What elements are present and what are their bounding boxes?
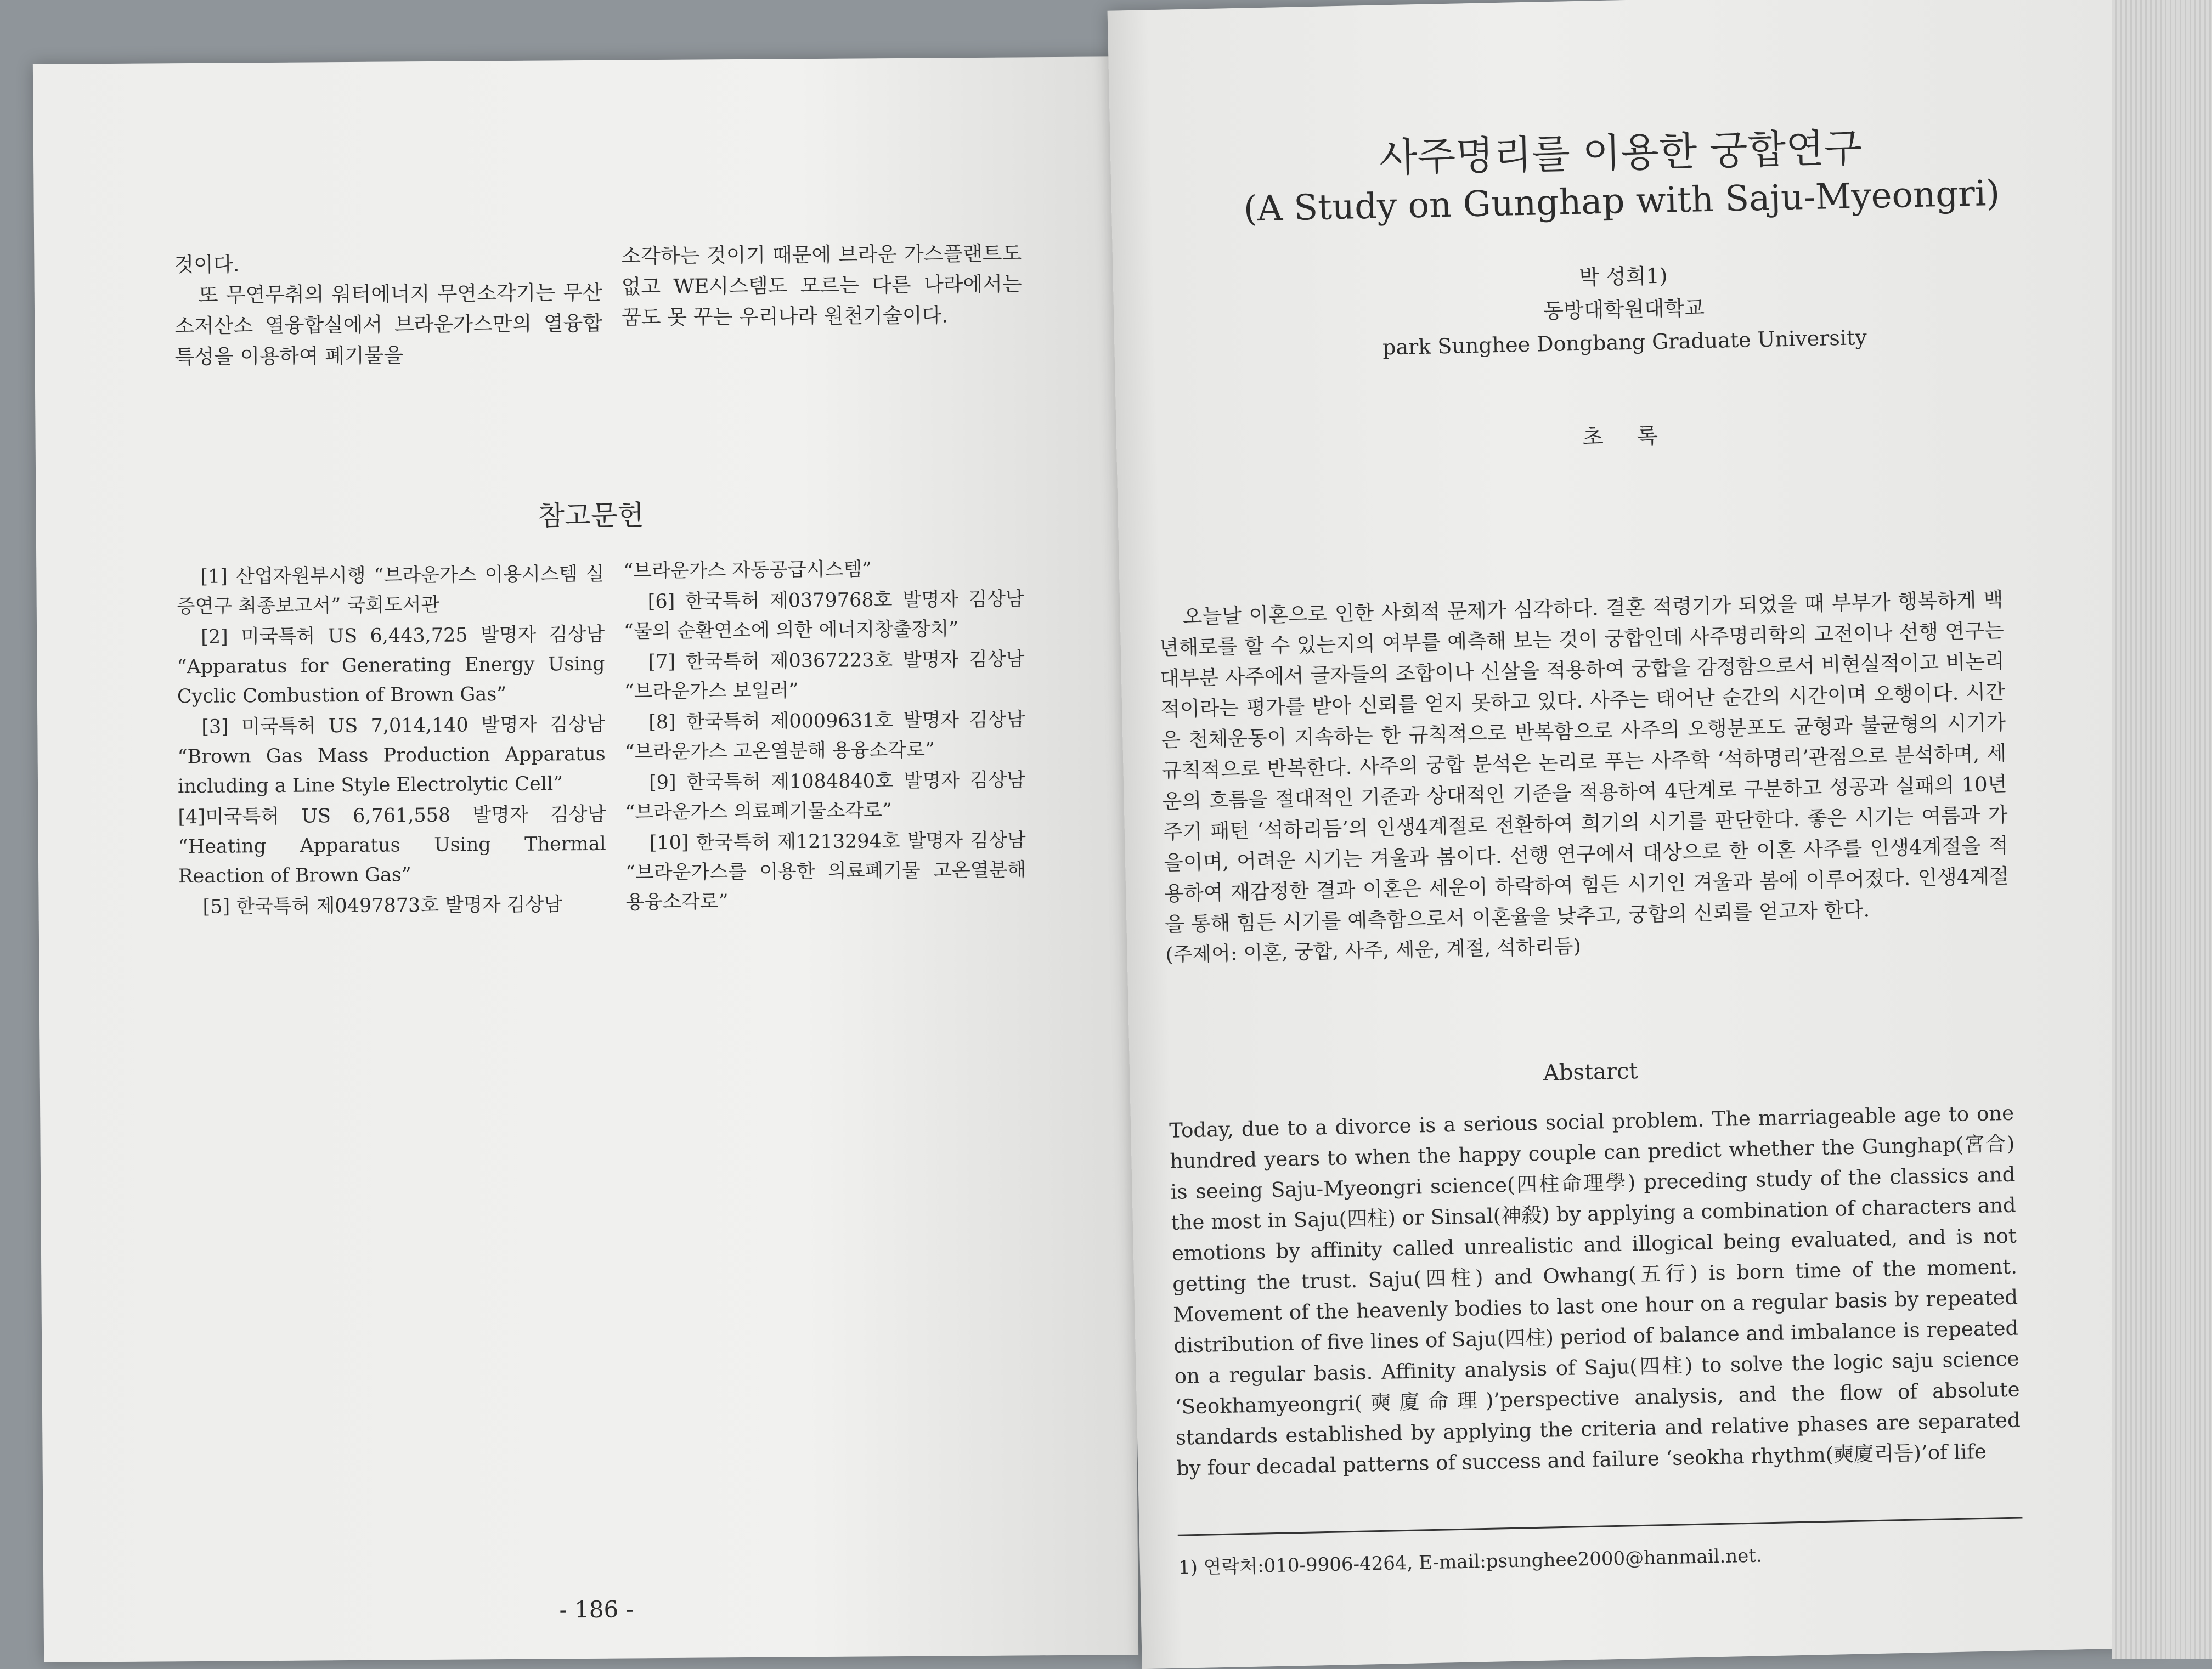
footnote-area bbox=[1178, 1517, 2023, 1579]
left-page bbox=[33, 56, 1138, 1662]
paper-title-english: (A Study on Gunghap with Saju-Myeongri) bbox=[1243, 173, 2000, 230]
paper-header bbox=[1154, 111, 2093, 460]
reference-item: [7] 한국특허 제0367223호 발명자 김상남 “브라운가스 보일러” bbox=[624, 648, 1025, 703]
right-page bbox=[1108, 0, 2163, 1669]
author-name: 박 성희1) bbox=[1578, 263, 1668, 290]
reference-item: [6] 한국특허 제0379768호 발명자 김상남 “물의 순환연소에 의한 에너지창출장치” bbox=[623, 588, 1024, 643]
left-column-2 bbox=[621, 238, 1022, 333]
footnote: 1) 연락처:010-9906-4264, E-mail:psunghee2000@hanmail.net. bbox=[1178, 1544, 1763, 1579]
paper-title-korean: 사주명리를 이용한 궁합연구 bbox=[1379, 125, 1863, 181]
author-affiliation: 동방대학원대학교 bbox=[1543, 296, 1705, 324]
abstract-english-heading: Abstarct bbox=[1543, 1058, 1638, 1086]
keywords: (주제어: 이혼, 궁합, 사주, 세운, 계절, 석하리듬) bbox=[1165, 935, 1582, 966]
references-column-2 bbox=[623, 553, 1026, 918]
body-paragraph: 것이다. bbox=[174, 252, 240, 277]
reference-item: [9] 한국특허 제1084840호 발명자 김상남 “브라운가스 의료폐기물소각로” bbox=[625, 769, 1026, 824]
reference-item: [2] 미국특허 US 6,443,725 발명자 김상남 “Apparatus for Generating Energy Using Cyclic Combustion of Brown Gas” bbox=[177, 623, 605, 708]
page-number: - 186 - bbox=[559, 1596, 634, 1623]
reference-item: [1] 산업자원부시행 “브라운가스 이용시스템 실증연구 최종보고서” 국회도서관 bbox=[176, 563, 605, 618]
body-paragraph: 또 무연무취의 워터에너지 무연소각기는 무산소저산소 열융합실에서 브라운가스만의 열융합특성을 이용하여 폐기물을 bbox=[174, 280, 603, 369]
abstract-korean-text: 오늘날 이혼으로 인한 사회적 문제가 심각하다. 결혼 적령기가 되었을 때 부부가 행복하게 백년해로를 할 수 있는지의 여부를 예측해 보는 것이 궁합인데 사주명리학의 고전이나 선행 연구는 대부분 사주에서 글자들의 조합이나 신살을 적용하여 궁합을 감정함으로서 비현실적이고 비논리적이라는 평가를 받아 신뢰를 얻지 못하고 있다. 사주는 태어난 순간의 시간이며 오행이다. 시간은 천체운동이 지속하는 한 규칙적으로 반복함으로 사주의 오행분포도 균형과 불균형의 시기가 규칙적으로 반복한다. 사주의 궁합 분석은 논리로 푸는 사주학 ‘석하명리’관점으로 분석하며, 세운의 흐름을 절대적인 기준과 상대적인 기준을 적용하여 4단계로 구분하고 성공과 실패의 10년주기 패턴 ‘석하리듬’의 인생4계절로 전환하여 희기의 시기를 판단한다. 좋은 시기는 여름과 가을이며, 어려운 시기는 겨울과 봄이다. 선행 연구에서 대상으로 한 이혼 사주를 인생4계절을 적용하여 재감정한 결과 이혼은 세운이 하락하여 힘든 시기인 겨울과 봄에 이루어졌다. 인생4계절을 통해 힘든 시기를 예측함으로서 이혼율을 낮추고, 궁합의 신뢰를 얻고자 한다. bbox=[1159, 587, 2010, 936]
reference-item: [4]미국특허 US 6,761,558 발명자 김상남 “Heating Apparatus Using Thermal Reaction of Brown Gas” bbox=[178, 803, 606, 888]
reference-item: [3] 미국특허 US 7,014,140 발명자 김상남 “Brown Gas Mass Production Apparatus including a Line Style Electrolytic Cell” bbox=[177, 713, 606, 798]
page-stack-edge bbox=[2112, 0, 2212, 1659]
reference-item: [8] 한국특허 제0009631호 발명자 김상남 “브라운가스 고온열분해 용융소각로” bbox=[624, 709, 1025, 763]
author-english: park Sunghee Dongbang Graduate University bbox=[1382, 325, 1867, 360]
abstract-korean-heading: 초 록 bbox=[1582, 423, 1672, 450]
abstract-korean bbox=[1158, 585, 2011, 971]
left-column-1 bbox=[174, 247, 603, 372]
reference-item: [10] 한국특허 제1213294호 발명자 김상남 “브라운가스를 이용한 의료폐기물 고온열분해 용융소각로” bbox=[625, 829, 1026, 914]
references-heading: 참고문헌 bbox=[538, 499, 645, 532]
abstract-english-text: Today, due to a divorce is a serious social problem. The marriageable age to one hundred years to when the happy couple can predict whether the Gunghap(宮合) is seeing Saju-Myeongri science(四柱命理學) preceding study of the classics and the most in Saju(四柱) or Sinsal(神殺) by applying a combination of characters and emotions by affinity called unrealistic and illogical being evaluated, and is not getting the trust. Saju(四柱) and Owhang(五行) is born time of the moment. Movement of the heavenly bodies to last one hour on a regular basis by repeated distribution of five lines of Saju(四柱) period of balance and imbalance is repeated on a regular basis. Affinity analysis of Saju(四柱) to solve the logic saju science ‘Seokhamyeongri(奭廈命理)’perspective analysis, and the flow of absolute standards established by applying the criteria and relative phases are separated by four decadal patterns of success and failure ‘seokha rhythm(奭廈리듬)’of life bbox=[1169, 1101, 2021, 1480]
abstract-english bbox=[1168, 1051, 2022, 1484]
reference-item: [5] 한국특허 제0497873호 발명자 김상남 bbox=[202, 893, 563, 918]
references-column-1 bbox=[176, 559, 607, 923]
reference-item: “브라운가스 자동공급시스템” bbox=[623, 558, 872, 582]
body-paragraph: 소각하는 것이기 때문에 브라운 가스플랜트도 없고 WE시스템도 모르는 다른 나라에서는 꿈도 못 꾸는 우리나라 원천기술이다. bbox=[621, 241, 1022, 330]
